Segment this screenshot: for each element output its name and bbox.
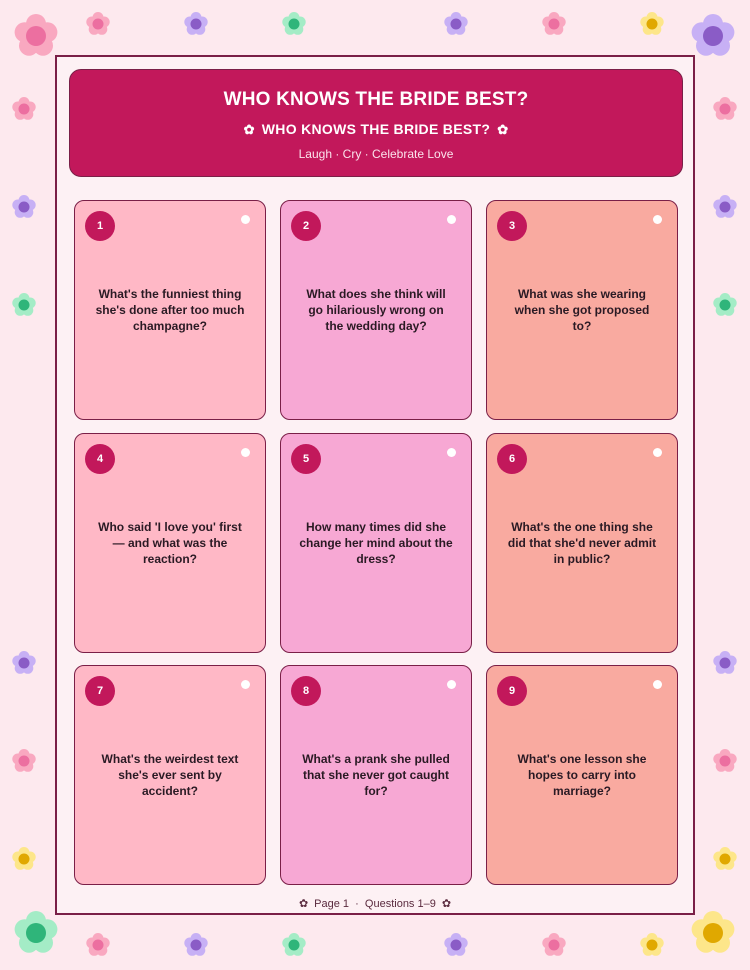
card-number-badge: 2 — [291, 211, 321, 241]
question-card — [280, 433, 472, 653]
flower-icon — [11, 846, 37, 872]
page-title: WHO KNOWS THE BRIDE BEST? — [223, 89, 529, 110]
question-card — [486, 200, 678, 420]
flower-icon: ✿ — [243, 122, 255, 137]
flower-icon — [443, 932, 469, 958]
card-number-badge: 3 — [497, 211, 527, 241]
checkbox-dot-icon — [241, 215, 250, 224]
flower-icon — [281, 11, 307, 37]
question-text: What was she wearing when she got proposed to? — [514, 287, 650, 333]
question-card — [74, 200, 266, 420]
question-text: What's the weirdest text she's ever sent by accident? — [101, 752, 239, 798]
flower-icon — [85, 932, 111, 958]
checkbox-dot-icon — [653, 448, 662, 457]
checkbox-dot-icon — [653, 680, 662, 689]
flower-icon — [712, 846, 738, 872]
card-number-badge: 6 — [497, 444, 527, 474]
question-text: What's the funniest thing she's done after too much champagne? — [95, 287, 245, 333]
flower-icon — [712, 96, 738, 122]
flower-icon: ✿ — [441, 898, 452, 910]
card-number-badge: 8 — [291, 676, 321, 706]
flower-icon — [712, 650, 738, 676]
card-number-badge: 7 — [85, 676, 115, 706]
flower-icon — [11, 748, 37, 774]
question-card — [486, 665, 678, 885]
footer-text: Page 1 · Questions 1–9 — [314, 898, 436, 910]
flower-icon — [183, 932, 209, 958]
card-number-badge: 1 — [85, 211, 115, 241]
question-text: Who said 'I love you' first — and what was the reaction? — [98, 520, 242, 566]
tagline: Laugh · Cry · Celebrate Love — [298, 147, 454, 161]
checkbox-dot-icon — [241, 680, 250, 689]
question-text: How many times did she change her mind about the dress? — [299, 520, 453, 566]
flower-icon — [281, 932, 307, 958]
flower-icon — [11, 96, 37, 122]
question-card — [486, 433, 678, 653]
flower-icon — [541, 11, 567, 37]
page-frame — [55, 55, 695, 915]
flower-icon — [11, 908, 61, 958]
checkbox-dot-icon — [653, 215, 662, 224]
flower-icon — [85, 11, 111, 37]
question-card — [280, 665, 472, 885]
checkbox-dot-icon — [241, 448, 250, 457]
question-text: What does she think will go hilariously wrong on the wedding day? — [306, 287, 446, 333]
flower-icon — [11, 292, 37, 318]
flower-icon: ✿ — [298, 898, 309, 910]
flower-icon — [639, 11, 665, 37]
checkbox-dot-icon — [447, 680, 456, 689]
card-number-badge: 9 — [497, 676, 527, 706]
flower-icon — [11, 194, 37, 220]
checkbox-dot-icon — [447, 215, 456, 224]
question-text: What's a prank she pulled that she never got caught for? — [302, 752, 450, 798]
flower-icon: ✿ — [497, 122, 509, 137]
flower-icon — [639, 932, 665, 958]
flower-icon — [443, 11, 469, 37]
question-text: What's the one thing she did that she'd never admit in public? — [507, 520, 657, 566]
question-card — [74, 665, 266, 885]
card-number-badge: 5 — [291, 444, 321, 474]
flower-icon — [712, 292, 738, 318]
flower-icon — [688, 11, 738, 61]
flower-icon — [183, 11, 209, 37]
flower-icon — [541, 932, 567, 958]
page-footer — [57, 897, 693, 910]
subtitle-text: WHO KNOWS THE BRIDE BEST? — [261, 121, 491, 137]
question-text: What's one lesson she hopes to carry into marriage? — [517, 752, 647, 798]
page-subtitle — [70, 121, 682, 138]
flower-icon — [712, 194, 738, 220]
flower-icon — [11, 11, 61, 61]
question-card — [280, 200, 472, 420]
flower-icon — [11, 650, 37, 676]
checkbox-dot-icon — [447, 448, 456, 457]
card-number-badge: 4 — [85, 444, 115, 474]
question-card — [74, 433, 266, 653]
flower-icon — [712, 748, 738, 774]
header-banner — [69, 69, 683, 177]
flower-icon — [688, 908, 738, 958]
